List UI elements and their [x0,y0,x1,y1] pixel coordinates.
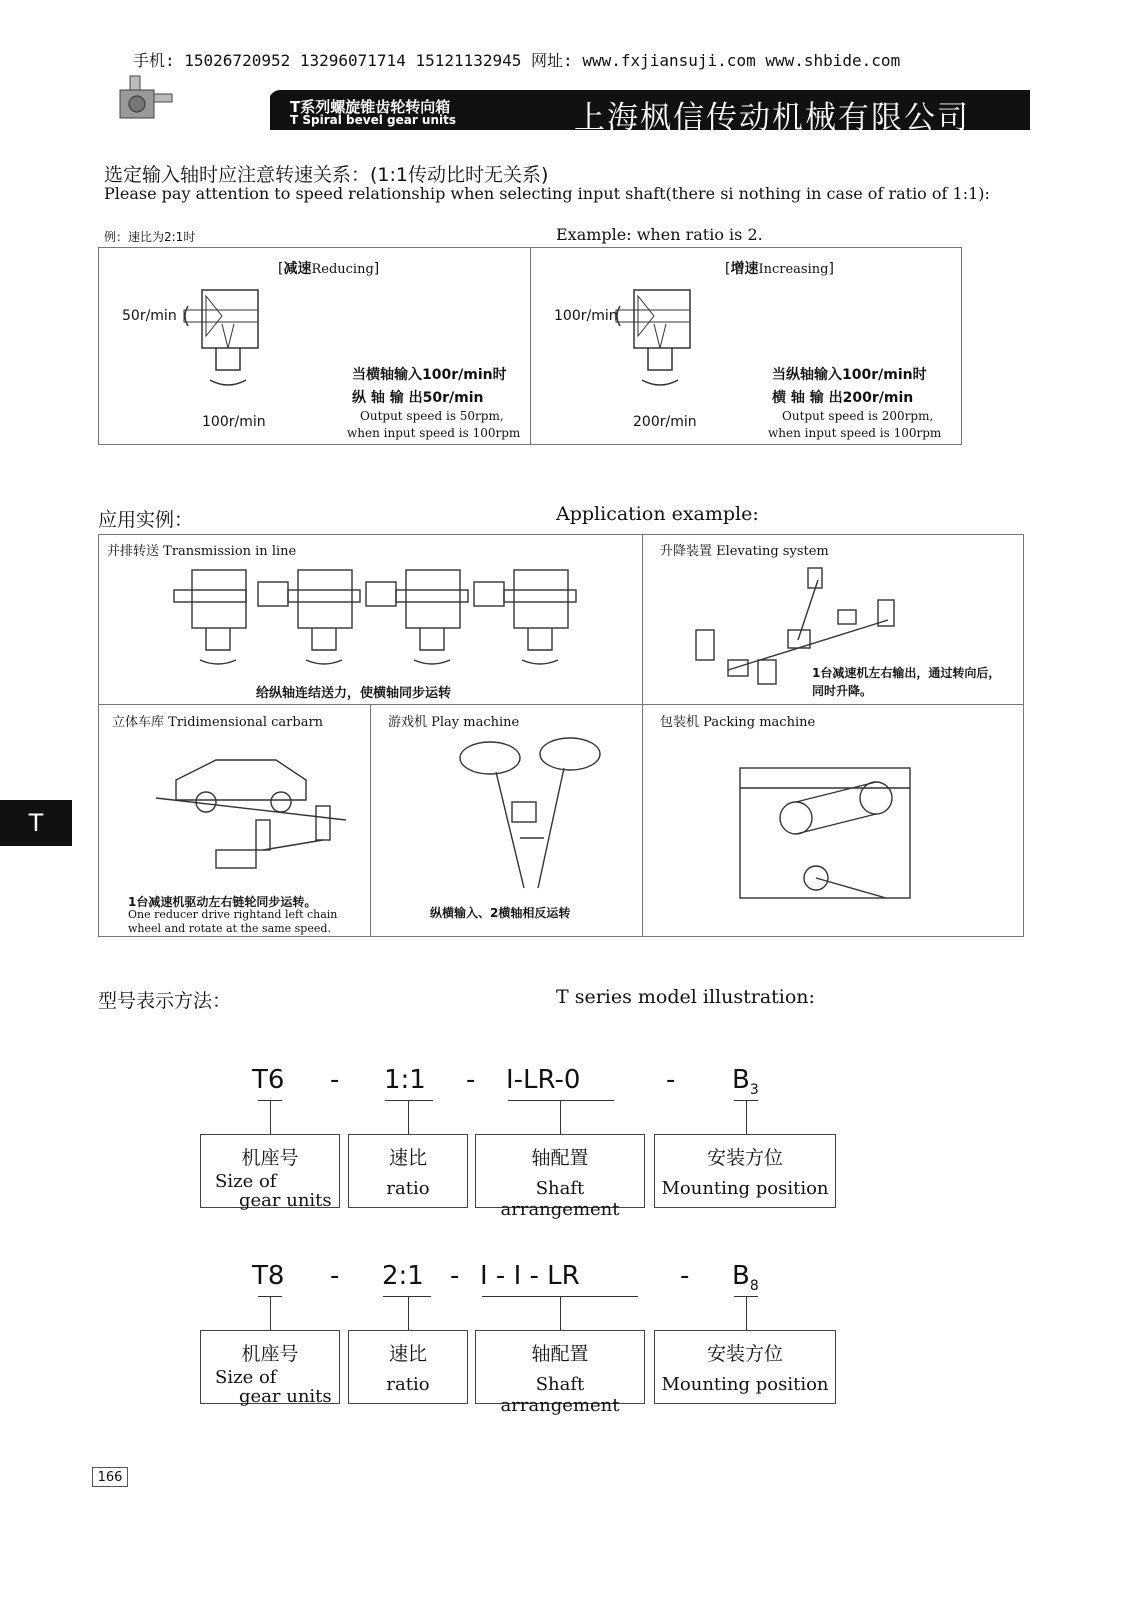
model-title-en: T series model illustration: [556,986,815,1008]
play-title: 游戏机 Play machine [388,715,520,730]
increasing-heading: [增速Increasing] [725,261,834,277]
carbarn-caption-en-1: One reducer drive rightand left chain [128,908,338,921]
model2-tick-ratio [408,1296,409,1330]
model2-tick-size [270,1296,271,1330]
model1-ratio-box: 速比 ratio [348,1134,468,1208]
page-number: 166 [92,1467,128,1487]
reducing-desc-zh-2: 纵 轴 输 出50r/min [352,390,484,406]
speed-table-divider [530,247,531,445]
play-machine-diagram [456,728,606,898]
carbarn-caption-zh: 1台减速机驱动左右链轮同步运转。 [128,895,317,909]
model1-ratio: 1:1 [384,1065,426,1095]
increasing-desc-en-1: Output speed is 200rpm, [782,409,934,423]
example-note-zh: 例：速比为2:1时 [104,230,196,244]
model2-size-box: 机座号 Size of gear units [200,1330,340,1404]
app-grid-hline [98,704,1024,705]
reducing-output-speed: 100r/min [202,414,266,430]
model1-shaft-box: 轴配置 Shaft arrangement [475,1134,645,1208]
transmission-title: 并排转送 Transmission in line [107,544,297,559]
reducing-input-speed: 50r/min [122,308,177,324]
model2-tick-shaft [560,1296,561,1330]
model1-shaft: I-LR-0 [506,1065,581,1095]
model1-dash-2: - [466,1065,476,1095]
model2-dash-2: - [450,1261,460,1291]
packing-machine-diagram [736,758,916,908]
model1-mount-box: 安装方位 Mounting position [654,1134,836,1208]
example-note-en: Example: when ratio is 2. [556,225,763,244]
model2-shaft: I - I - LR [480,1261,580,1291]
model2-dash-3: - [680,1261,690,1291]
elevating-caption-1: 1台减速机左右输出，通过转向后， [812,666,1001,680]
transmission-diagram [170,562,610,672]
model1-tick-shaft [560,1100,561,1134]
app-grid-vline-2 [370,704,371,937]
side-section-tab: T [0,800,72,846]
elevating-caption-2: 同时升降。 [812,684,873,698]
carbarn-diagram [156,740,366,890]
model2-mount: $B_8$ [732,1261,759,1295]
model-title-zh: 型号表示方法： [98,990,232,1012]
reducing-gearbox-diagram [180,282,270,392]
model2-dash-1: - [330,1261,340,1291]
increasing-desc-en-2: when input speed is 100rpm [768,426,942,440]
increasing-desc-zh-2: 横 轴 输 出200r/min [772,390,914,406]
model1-size-box: 机座号 Size of gear units [200,1134,340,1208]
model1-dash-1: - [330,1065,340,1095]
gear-unit-logo [110,70,190,130]
model2-underline-ratio [383,1296,431,1297]
series-title-zh: T系列螺旋锥齿轮转向箱 [290,98,451,116]
model2-ratio: 2:1 [382,1261,424,1291]
model1-underline-shaft [508,1100,614,1101]
model2-ratio-box: 速比 ratio [348,1330,468,1404]
reducing-desc-en-1: Output speed is 50rpm, [360,409,504,423]
model1-underline-ratio [385,1100,433,1101]
speed-title-en: Please pay attention to speed relationship when selecting input shaft(there si nothing in case of ratio of 1:1): [104,184,990,203]
packing-title: 包装机 Packing machine [660,715,816,730]
reducing-desc-en-2: when input speed is 100rpm [347,426,521,440]
play-caption: 纵横输入、2横轴相反运转 [430,906,571,920]
model2-tick-mount [746,1296,747,1330]
model1-size: T6 [252,1065,285,1095]
model1-dash-3: - [666,1065,676,1095]
application-title-en: Application example: [556,503,759,525]
model2-shaft-box: 轴配置 Shaft arrangement [475,1330,645,1404]
model2-size: T8 [252,1261,285,1291]
application-title-zh: 应用实例： [98,509,194,531]
elevating-title: 升降装置 Elevating system [660,544,829,559]
reducing-desc-zh-1: 当横轴输入100r/min时 [352,367,507,383]
reducing-heading: [减速Reducing] [278,261,380,277]
series-title-en: T Spiral bevel gear units [290,113,456,127]
increasing-gearbox-diagram [612,282,702,392]
model1-mount: $B_3$ [732,1065,759,1099]
increasing-output-speed: 200r/min [633,414,697,430]
increasing-desc-zh-1: 当纵轴输入100r/min时 [772,367,927,383]
carbarn-title: 立体车库 Tridimensional carbarn [112,715,324,730]
app-grid-vline-1 [642,534,643,937]
speed-title-zh: 选定输入轴时应注意转速关系：(1:1传动比时无关系) [104,164,549,186]
model1-tick-mount [746,1100,747,1134]
header-contacts: 手机: 15026720952 13296071714 15121132945 网址: www.fxjiansuji.com www.shbide.com [133,51,901,70]
company-name: 上海枫信传动机械有限公司 [574,100,970,136]
model2-mount-box: 安装方位 Mounting position [654,1330,836,1404]
model1-tick-size [270,1100,271,1134]
increasing-input-speed: 100r/min [554,308,618,324]
transmission-caption: 给纵轴连结送力，使横轴同步运转 [256,686,452,701]
model1-tick-ratio [408,1100,409,1134]
carbarn-caption-en-2: wheel and rotate at the same speed. [128,922,331,935]
